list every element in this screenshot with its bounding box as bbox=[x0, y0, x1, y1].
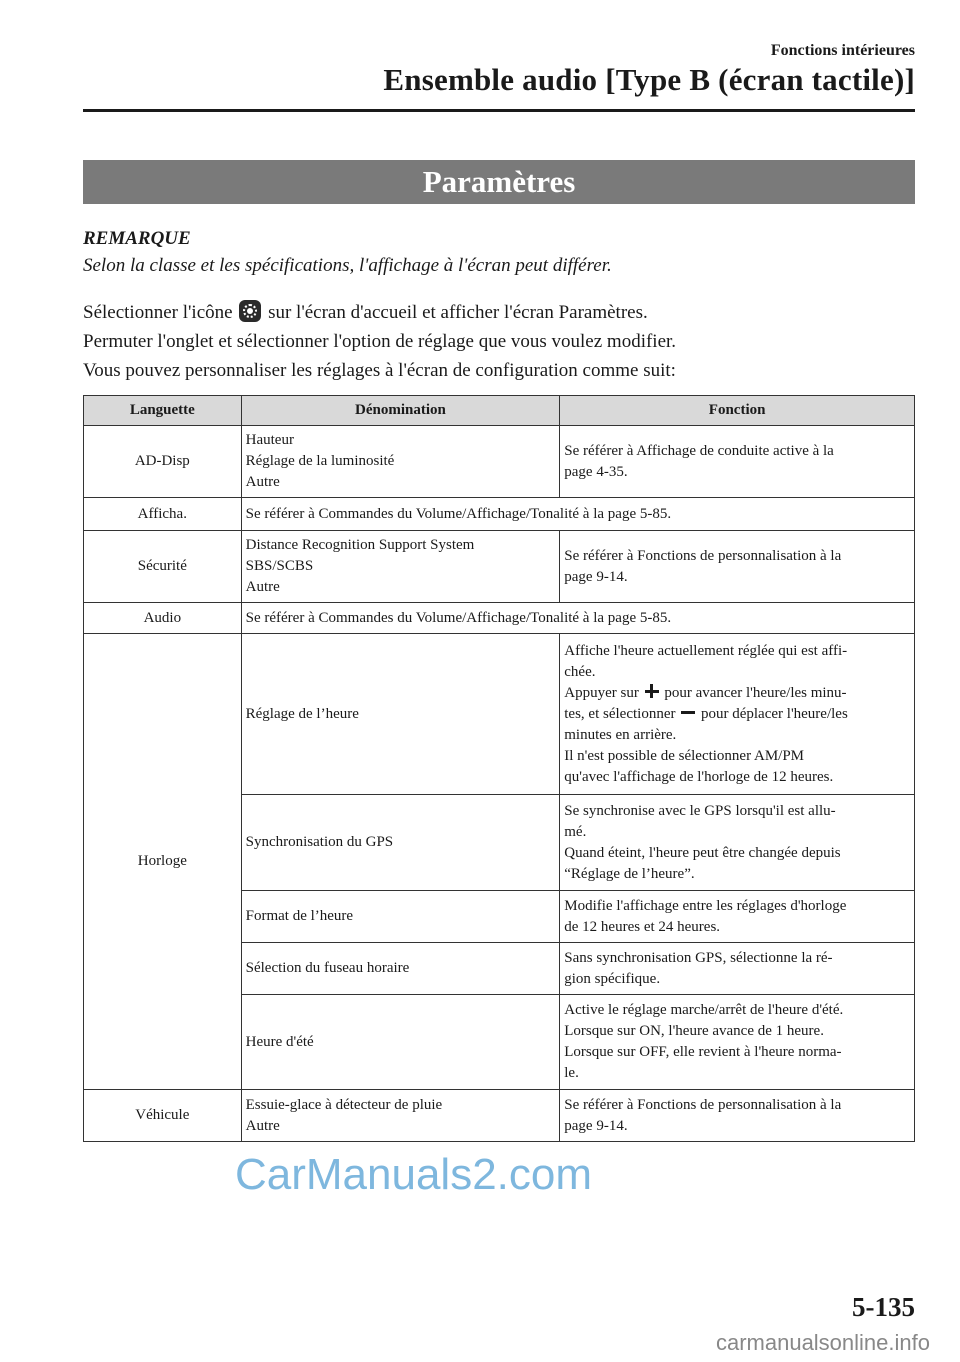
name-cell: Réglage de l’heure bbox=[241, 634, 560, 795]
tab-cell: AD-Disp bbox=[84, 426, 242, 498]
function-line: Active le réglage marche/arrêt de l'heure d'été. bbox=[564, 1002, 844, 1018]
intro-line-1-after: sur l'écran d'accueil et afficher l'écran Paramètres. bbox=[268, 302, 648, 323]
function-line: Sans synchronisation GPS, sélectionne la ré- bbox=[564, 949, 833, 966]
table-header-row bbox=[84, 396, 915, 426]
name-cell: Synchronisation du GPS bbox=[241, 795, 560, 891]
function-line: Se référer à Affichage de conduite active à la bbox=[564, 442, 834, 459]
table-row bbox=[84, 531, 915, 603]
function-line: minutes en arrière. bbox=[564, 726, 677, 743]
function-line: Se synchronise avec le GPS lorsqu'il est allu- bbox=[564, 802, 836, 819]
function-text: pour avancer l'heure/les minu- bbox=[664, 684, 847, 701]
function-line: Se référer à Fonctions de personnalisation à la bbox=[564, 1096, 842, 1113]
function-line: Se référer à Fonctions de personnalisation à la bbox=[564, 547, 842, 564]
function-cell bbox=[560, 995, 915, 1090]
header-languette: Languette bbox=[84, 396, 242, 426]
table-row bbox=[84, 498, 915, 531]
function-line bbox=[564, 704, 910, 725]
tab-cell: Véhicule bbox=[84, 1090, 242, 1142]
tab-cell: Horloge bbox=[84, 634, 242, 1090]
function-line: page 9-14. bbox=[564, 568, 628, 585]
name-line: Réglage de la luminosité bbox=[245, 453, 395, 469]
name-cell bbox=[241, 531, 560, 603]
note-text: Selon la classe et les spécifications, l'affichage à l'écran peut différer. bbox=[83, 255, 612, 276]
intro-line-3: Vous pouvez personnaliser les réglages à l'écran de configuration comme suit: bbox=[83, 360, 676, 381]
function-text: tes, et sélectionner bbox=[564, 705, 676, 722]
intro-line-1 bbox=[83, 298, 676, 327]
function-cell bbox=[560, 531, 915, 603]
gear-icon bbox=[239, 300, 261, 322]
name-cell bbox=[241, 426, 560, 498]
function-cell bbox=[560, 943, 915, 995]
tab-cell: Afficha. bbox=[84, 498, 242, 531]
name-cell: Format de l’heure bbox=[241, 891, 560, 943]
name-line: Hauteur bbox=[245, 432, 294, 448]
function-line: de 12 heures et 24 heures. bbox=[564, 918, 721, 935]
function-line bbox=[564, 683, 910, 704]
function-cell bbox=[560, 891, 915, 943]
name-line: SBS/SCBS bbox=[245, 558, 314, 574]
function-line: mé. bbox=[564, 823, 587, 840]
function-line: Il n'est possible de sélectionner AM/PM bbox=[564, 747, 805, 764]
name-cell: Heure d'été bbox=[241, 995, 560, 1090]
name-line: Distance Recognition Support System bbox=[245, 537, 475, 553]
name-cell: Sélection du fuseau horaire bbox=[241, 943, 560, 995]
function-cell bbox=[560, 634, 915, 795]
function-line: Lorsque sur ON, l'heure avance de 1 heure. bbox=[564, 1023, 824, 1039]
minus-icon bbox=[681, 705, 695, 719]
function-line: page 4-35. bbox=[564, 463, 628, 480]
chapter-title: Ensemble audio [Type B (écran tactile)] bbox=[383, 62, 915, 97]
table-row bbox=[84, 603, 915, 634]
settings-table bbox=[83, 395, 915, 1142]
intro-line-2: Permuter l'onglet et sélectionner l'option de réglage que vous voulez modifier. bbox=[83, 331, 677, 352]
function-line: Affiche l'heure actuellement réglée qui est affi- bbox=[564, 642, 848, 659]
page-number: 5-135 bbox=[852, 1292, 915, 1322]
intro-text bbox=[83, 298, 676, 385]
function-line: chée. bbox=[564, 663, 596, 680]
name-line: Autre bbox=[245, 1117, 280, 1134]
name-line: Autre bbox=[245, 579, 280, 595]
header-divider bbox=[83, 109, 915, 112]
function-cell: Se référer à Commandes du Volume/Affichage/Tonalité à la page 5-85. bbox=[241, 498, 914, 531]
function-line: Modifie l'affichage entre les réglages d'horloge bbox=[564, 897, 847, 914]
header-denomination: Dénomination bbox=[241, 396, 560, 426]
table-row bbox=[84, 426, 915, 498]
function-line: page 9-14. bbox=[564, 1117, 628, 1134]
function-cell bbox=[560, 426, 915, 498]
intro-line-1-before: Sélectionner l'icône bbox=[83, 302, 233, 323]
watermark: CarManuals2.com bbox=[235, 1150, 593, 1199]
function-cell: Se référer à Commandes du Volume/Affichage/Tonalité à la page 5-85. bbox=[241, 603, 914, 634]
function-text: pour déplacer l'heure/les bbox=[700, 705, 848, 722]
function-line: gion spécifique. bbox=[564, 970, 661, 987]
header-fonction: Fonction bbox=[560, 396, 915, 426]
name-cell bbox=[241, 1090, 560, 1142]
tab-cell: Sécurité bbox=[84, 531, 242, 603]
function-cell bbox=[560, 1090, 915, 1142]
function-text: Appuyer sur bbox=[564, 684, 639, 701]
function-line: le. bbox=[564, 1065, 579, 1081]
function-line: “Réglage de l’heure”. bbox=[564, 865, 695, 882]
tab-cell: Audio bbox=[84, 603, 242, 634]
function-line: Quand éteint, l'heure peut être changée depuis bbox=[564, 844, 841, 861]
table-row bbox=[84, 1090, 915, 1142]
plus-icon bbox=[645, 684, 659, 698]
name-line: Essuie-glace à détecteur de pluie bbox=[245, 1096, 443, 1113]
function-line: Lorsque sur OFF, elle revient à l'heure norma- bbox=[564, 1044, 842, 1060]
function-line: qu'avec l'affichage de l'horloge de 12 heures. bbox=[564, 768, 834, 785]
function-cell bbox=[560, 795, 915, 891]
chapter-subtitle: Fonctions intérieures bbox=[770, 42, 915, 59]
table-row bbox=[84, 634, 915, 795]
section-title: Paramètres bbox=[83, 160, 915, 204]
name-line: Autre bbox=[245, 474, 280, 490]
footer-site: carmanualsonline.info bbox=[715, 1330, 930, 1355]
note-title: REMARQUE bbox=[83, 228, 191, 249]
